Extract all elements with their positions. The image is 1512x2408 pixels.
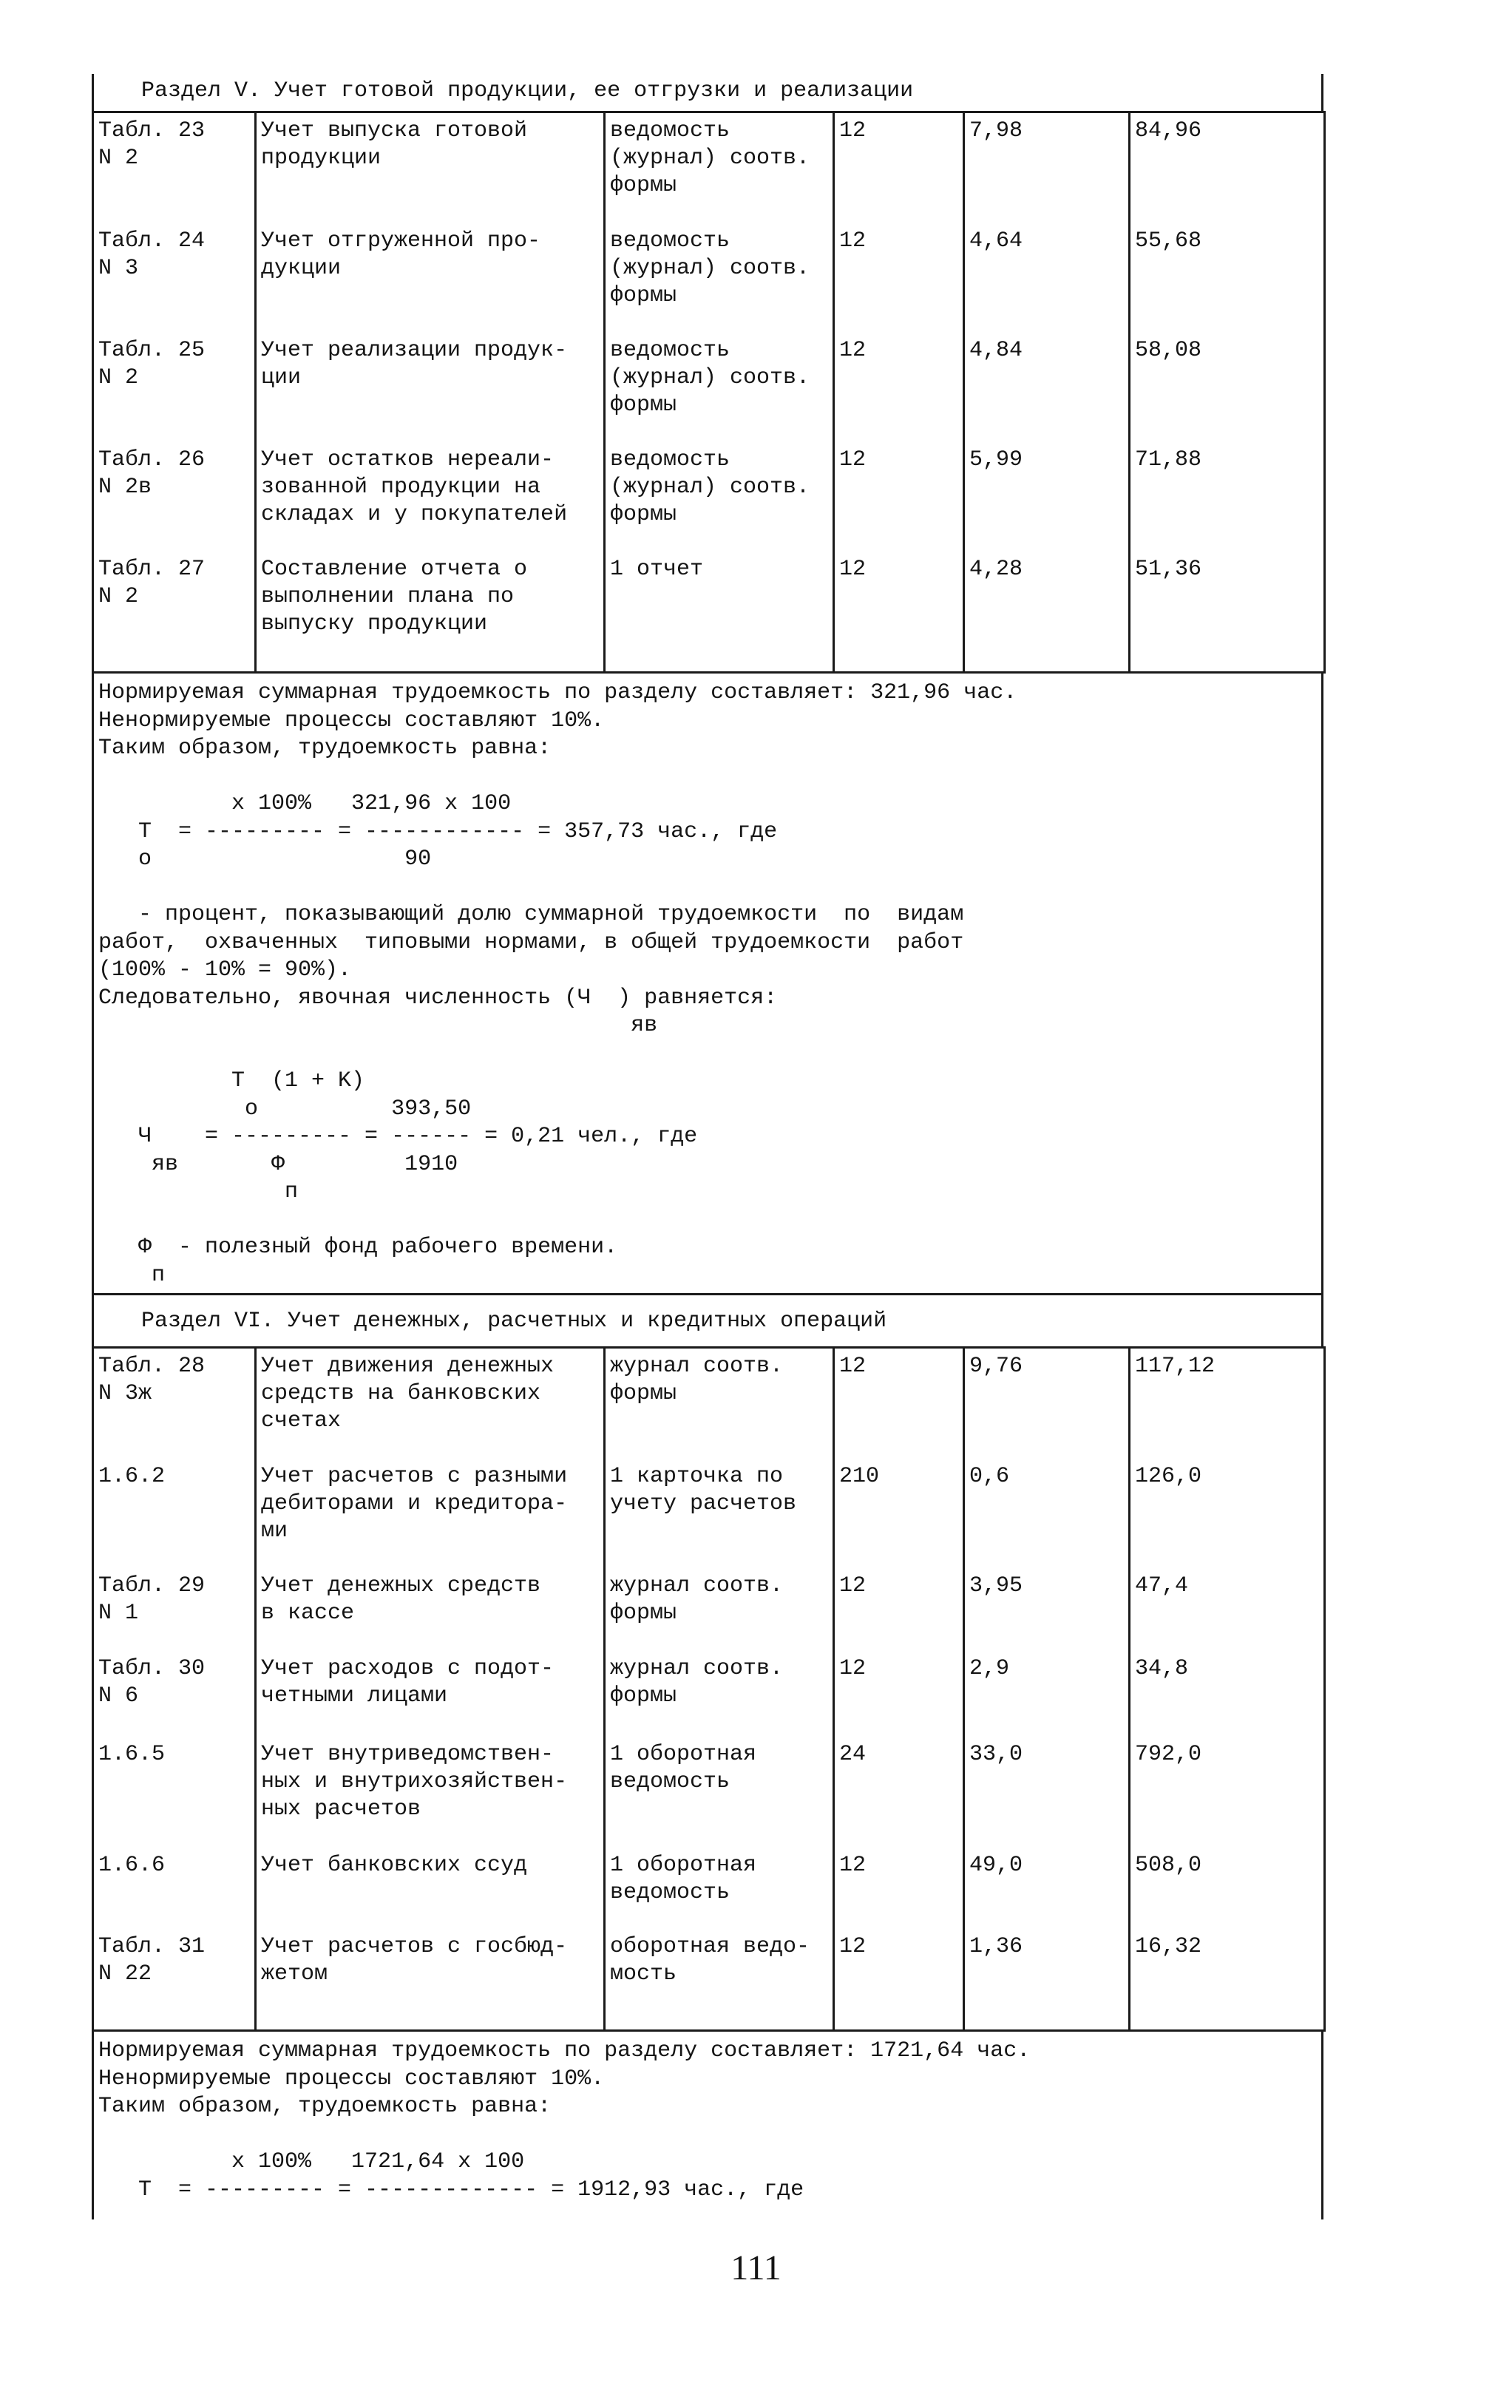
row-total: 58,08 xyxy=(1130,333,1325,442)
row-quantity: 12 xyxy=(834,552,964,673)
row-total: 34,8 xyxy=(1130,1651,1325,1737)
row-quantity: 12 xyxy=(834,1929,964,2031)
table-row xyxy=(93,333,1325,442)
row-quantity: 12 xyxy=(834,223,964,333)
table-row xyxy=(93,1568,1325,1651)
row-document: ведомость (журнал) соотв. формы xyxy=(605,333,834,442)
table-row xyxy=(93,1348,1325,1459)
row-quantity: 24 xyxy=(834,1737,964,1848)
row-reference: 1.6.6 xyxy=(93,1848,256,1929)
row-operation: Учет внутриведомствен- ных и внутрихозяйствен- ных расчетов xyxy=(256,1737,605,1848)
row-reference: Табл. 25 N 2 xyxy=(93,333,256,442)
row-operation: Учет остатков нереали- зованной продукции на складах и у покупателей xyxy=(256,442,605,552)
section-5-header: Раздел V. Учет готовой продукции, ее отгрузки и реализации xyxy=(92,74,1323,111)
row-quantity: 12 xyxy=(834,1348,964,1459)
row-norm: 9,76 xyxy=(964,1348,1130,1459)
row-document: оборотная ведо- мость xyxy=(605,1929,834,2031)
row-operation: Составление отчета о выполнении плана по выпуску продукции xyxy=(256,552,605,673)
row-reference: Табл. 27 N 2 xyxy=(93,552,256,673)
row-reference: Табл. 24 N 3 xyxy=(93,223,256,333)
row-total: 792,0 xyxy=(1130,1737,1325,1848)
row-reference: Табл. 23 N 2 xyxy=(93,112,256,223)
row-document: 1 карточка по учету расчетов xyxy=(605,1459,834,1568)
row-norm: 49,0 xyxy=(964,1848,1130,1929)
table-row xyxy=(93,1459,1325,1568)
row-norm: 0,6 xyxy=(964,1459,1130,1568)
row-document: ведомость (журнал) соотв. формы xyxy=(605,442,834,552)
row-operation: Учет отгруженной про- дукции xyxy=(256,223,605,333)
row-operation: Учет реализации продук- ции xyxy=(256,333,605,442)
section-6-header: Раздел VI. Учет денежных, расчетных и кредитных операций xyxy=(92,1293,1323,1346)
row-document: 1 оборотная ведомость xyxy=(605,1848,834,1929)
row-norm: 5,99 xyxy=(964,442,1130,552)
row-norm: 2,9 xyxy=(964,1651,1130,1737)
row-document: 1 оборотная ведомость xyxy=(605,1737,834,1848)
row-quantity: 210 xyxy=(834,1459,964,1568)
row-document: ведомость (журнал) соотв. формы xyxy=(605,223,834,333)
row-operation: Учет банковских ссуд xyxy=(256,1848,605,1929)
row-norm: 7,98 xyxy=(964,112,1130,223)
table-row xyxy=(93,223,1325,333)
section-6-table xyxy=(92,1346,1326,2032)
row-quantity: 12 xyxy=(834,112,964,223)
table-row xyxy=(93,442,1325,552)
row-reference: Табл. 28 N 3ж xyxy=(93,1348,256,1459)
row-operation: Учет выпуска готовой продукции xyxy=(256,112,605,223)
row-total: 126,0 xyxy=(1130,1459,1325,1568)
row-quantity: 12 xyxy=(834,1568,964,1651)
row-norm: 33,0 xyxy=(964,1737,1130,1848)
row-document: ведомость (журнал) соотв. формы xyxy=(605,112,834,223)
section-6-calculation: Нормируемая суммарная трудоемкость по разделу составляет: 1721,64 час. Ненормируемые процессы составляют 10%. Таким образом, трудоемкость равна: x 100% 1721,64 x 100 T = --------- = ------------- = 1912,93 час., где xyxy=(92,2032,1323,2219)
table-row xyxy=(93,1737,1325,1848)
row-reference: Табл. 29 N 1 xyxy=(93,1568,256,1651)
row-operation: Учет расходов с подот- четными лицами xyxy=(256,1651,605,1737)
table-row xyxy=(93,1651,1325,1737)
row-total: 51,36 xyxy=(1130,552,1325,673)
row-reference: 1.6.5 xyxy=(93,1737,256,1848)
row-document: журнал соотв. формы xyxy=(605,1651,834,1737)
row-quantity: 12 xyxy=(834,442,964,552)
document-page xyxy=(92,74,1323,2219)
row-norm: 4,64 xyxy=(964,223,1130,333)
row-document: журнал соотв. формы xyxy=(605,1348,834,1459)
row-document: журнал соотв. формы xyxy=(605,1568,834,1651)
page-number: 111 xyxy=(730,2248,782,2287)
row-total: 55,68 xyxy=(1130,223,1325,333)
row-operation: Учет движения денежных средств на банковских счетах xyxy=(256,1348,605,1459)
row-quantity: 12 xyxy=(834,1848,964,1929)
row-norm: 3,95 xyxy=(964,1568,1130,1651)
section-5-table xyxy=(92,111,1326,674)
row-document: 1 отчет xyxy=(605,552,834,673)
row-total: 84,96 xyxy=(1130,112,1325,223)
table-row xyxy=(93,112,1325,223)
row-operation: Учет расчетов с разными дебиторами и кредитора- ми xyxy=(256,1459,605,1568)
row-operation: Учет денежных средств в кассе xyxy=(256,1568,605,1651)
row-operation: Учет расчетов с госбюд- жетом xyxy=(256,1929,605,2031)
table-row xyxy=(93,552,1325,673)
row-norm: 4,84 xyxy=(964,333,1130,442)
row-reference: Табл. 26 N 2в xyxy=(93,442,256,552)
row-total: 71,88 xyxy=(1130,442,1325,552)
row-norm: 4,28 xyxy=(964,552,1130,673)
row-total: 47,4 xyxy=(1130,1568,1325,1651)
table-row xyxy=(93,1848,1325,1929)
row-reference: Табл. 31 N 22 xyxy=(93,1929,256,2031)
table-row xyxy=(93,1929,1325,2031)
row-quantity: 12 xyxy=(834,333,964,442)
row-total: 508,0 xyxy=(1130,1848,1325,1929)
row-reference: Табл. 30 N 6 xyxy=(93,1651,256,1737)
row-total: 16,32 xyxy=(1130,1929,1325,2031)
row-norm: 1,36 xyxy=(964,1929,1130,2031)
section-5-calculation: Нормируемая суммарная трудоемкость по разделу составляет: 321,96 час. Ненормируемые процессы составляют 10%. Таким образом, трудоемкость равна: x 100% 321,96 x 100 T = --------- = ------------ = 357,73 час., где о 90 - процент, показывающий долю суммарной трудоемкости по видам работ, охваченных типовыми нормами, в общей трудоемкости работ (100% - 10% = 90%). Следовательно, явочная численность (Ч ) равняется: яв T (1 + K) о 393,50 Ч = --------- = ------ = 0,21 чел., где яв Ф 1910 п Ф - полезный фонд рабочего времени. п xyxy=(92,674,1323,1293)
row-total: 117,12 xyxy=(1130,1348,1325,1459)
row-quantity: 12 xyxy=(834,1651,964,1737)
row-reference: 1.6.2 xyxy=(93,1459,256,1568)
